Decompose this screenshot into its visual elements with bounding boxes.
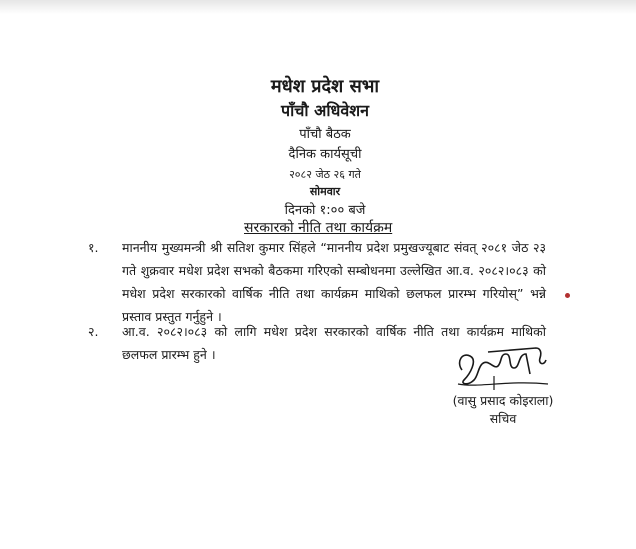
agenda-title: दैनिक कार्यसूची — [288, 147, 362, 162]
signatory-title: सचिव — [489, 411, 517, 426]
agenda-item-text: माननीय मुख्यमन्त्री श्री सतिश कुमार सिंहले “माननीय प्रदेश प्रमुखज्यूबाट संवत् २०८१ जेठ २३ गते शुक्रवार मधेश प्रदेश सभको बैठकमा गरिएको सम्बोधनमा उल्लेखित आ.व. २०८२।०८३ को मधेश प्रदेश सरकारको वार्षिक नीति तथा कार्यक्रम माथिको छलफल प्रारम्भ गरियोस्” भन्ने प्रस्ताव प्रस्तुत गर्नुहुने । — [122, 240, 546, 324]
scan-top-edge — [0, 0, 636, 14]
meeting-time: दिनको १:०० बजे — [284, 203, 366, 218]
signature-image — [448, 340, 558, 398]
document-header — [0, 78, 636, 217]
agenda-item-text: आ.व. २०८२।०८३ को लागि मधेश प्रदेश सरकारको वार्षिक नीति तथा कार्यक्रम माथिको छलफल प्रारम्भ हुने । — [122, 324, 546, 362]
agenda-item-number: २. — [88, 324, 99, 339]
meeting-number: पाँचौ बैठक — [299, 127, 351, 142]
agenda-item-number: १. — [88, 240, 99, 255]
signatory-name: (वासु प्रसाद कोइराला) — [452, 393, 554, 408]
assembly-title: मधेश प्रदेश सभा — [270, 76, 380, 97]
section-title: सरकारको नीति तथा कार्यक्रम — [244, 220, 393, 236]
meeting-day: सोमवार — [309, 185, 341, 198]
meeting-date: २०८२ जेठ २६ गते — [289, 168, 361, 181]
stray-mark — [565, 293, 570, 298]
session-title: पाँचौ अधिवेशन — [281, 101, 369, 120]
